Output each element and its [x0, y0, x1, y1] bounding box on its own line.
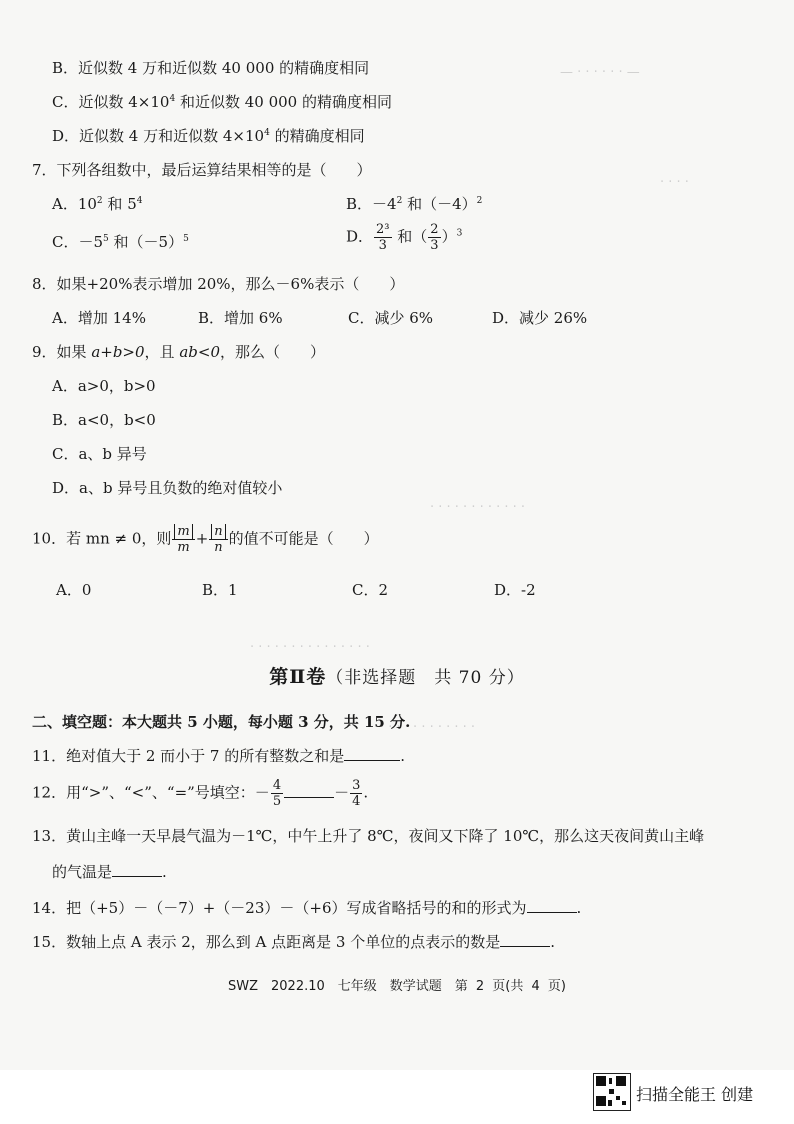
q11: 11．绝对值大于 2 而小于 7 的所有整数之和是 . [32, 747, 406, 765]
abs-fraction: $\frac{m}{m}$ [172, 524, 194, 555]
answer-blank[interactable] [500, 932, 550, 947]
q12: 12．用“>”、“<”、“=”号填空：－ $\frac{4}{5}$ － $\frac{3}{4}$ . [32, 778, 369, 809]
q14: 14．把（+5）－（－7）+（－23）－（+6）写成省略括号的和的形式为 . [32, 899, 582, 917]
fraction: $\frac{3}{4}$ [352, 778, 361, 809]
q8-option-d: D．减少 26% [492, 309, 588, 327]
bleed-through-text: · · · · · · · · · · · · · · · [250, 640, 370, 655]
fraction: $\frac{2}{3}$ [430, 222, 439, 253]
bleed-through-text: · · · · · · · · · · · · [430, 500, 526, 515]
fill-in-heading: 二、填空题：本大题共 5 小题，每小题 3 分，共 15 分. [32, 713, 411, 731]
q8-option-a: A．增加 14% [52, 309, 146, 327]
q9-option-a: A．a>0，b>0 [52, 377, 156, 395]
q6-option-c: C．近似数 $4\times 10^4$ 和近似数 40 000 的精确度相同 [52, 93, 392, 111]
q13-line1: 13．黄山主峰一天早晨气温为－1℃，中午上升了 8℃，夜间又下降了 10℃，那么这天夜间黄山主峰 [32, 827, 705, 845]
q8-stem: 8．如果+20%表示增加 20%，那么－6%表示（ ） [32, 275, 405, 293]
q15: 15．数轴上点 A 表示 2，那么到 A 点距离是 3 个单位的点表示的数是 . [32, 933, 555, 951]
abs-fraction: $\frac{n}{n}$ [209, 524, 227, 555]
scanner-watermark: 扫描全能王 创建 [636, 1085, 754, 1104]
q9-option-c: C．a、b 异号 [52, 445, 147, 463]
answer-blank[interactable] [284, 783, 334, 798]
q13-line2: 的气温是 . [52, 863, 167, 881]
q7-stem: 7．下列各组数中，最后运算结果相等的是（ ） [32, 161, 372, 179]
answer-blank[interactable] [527, 898, 577, 913]
q6-option-d: D．近似数 4 万和近似数 $4\times 10^4$ 的精确度相同 [52, 127, 365, 145]
page-footer: SWZ 2022.10 七年级 数学试题 第 2 页(共 4 页) [228, 979, 566, 994]
bleed-through-text: — · · · · · · — [560, 65, 640, 80]
q10-option-a: A．0 [56, 581, 92, 599]
fraction: $\frac{\text{2³}}{3}$ [376, 222, 390, 253]
q9-stem: 9．如果 a+b>0，且 ab<0，那么（ ） [32, 343, 326, 361]
q8-option-b: B．增加 6% [198, 309, 283, 327]
q7-option-c: C．$-5^5$ 和$(-5)^5$ [52, 233, 189, 251]
q7-option-b: B．$-4^2$ 和$(-4)^2$ [346, 195, 483, 213]
answer-blank[interactable] [344, 746, 400, 761]
q9-option-b: B．a<0，b<0 [52, 411, 156, 429]
q10-option-d: D．-2 [494, 581, 536, 599]
qr-code-icon [593, 1073, 631, 1111]
bleed-through-text: · · · · · · · · · · · · [380, 720, 476, 735]
answer-blank[interactable] [112, 862, 162, 877]
q10-option-c: C．2 [352, 581, 389, 599]
q10-stem: 10．若 mn ≠ 0，则 $\frac{m}{m}$ + $\frac{n}{n}$ 的值不可能是（ ） [32, 524, 379, 555]
q7-option-a: A．$10^2$ 和 $5^4$ [52, 195, 143, 213]
section-title: 第Ⅱ卷（非选择题 共 70 分） [269, 666, 525, 688]
q8-option-c: C．减少 6% [348, 309, 434, 327]
q7-option-d: D． $\frac{\text{2³}}{3}$ 和（ $\frac{2}{3}$ ）$^3$ [346, 222, 463, 253]
q9-option-d: D．a、b 异号且负数的绝对值较小 [52, 479, 283, 497]
fraction: $\frac{4}{5}$ [272, 778, 282, 809]
q6-option-b: B．近似数 4 万和近似数 40 000 的精确度相同 [52, 59, 370, 77]
bleed-through-text: · · · · [660, 175, 689, 190]
q10-option-b: B．1 [202, 581, 238, 599]
